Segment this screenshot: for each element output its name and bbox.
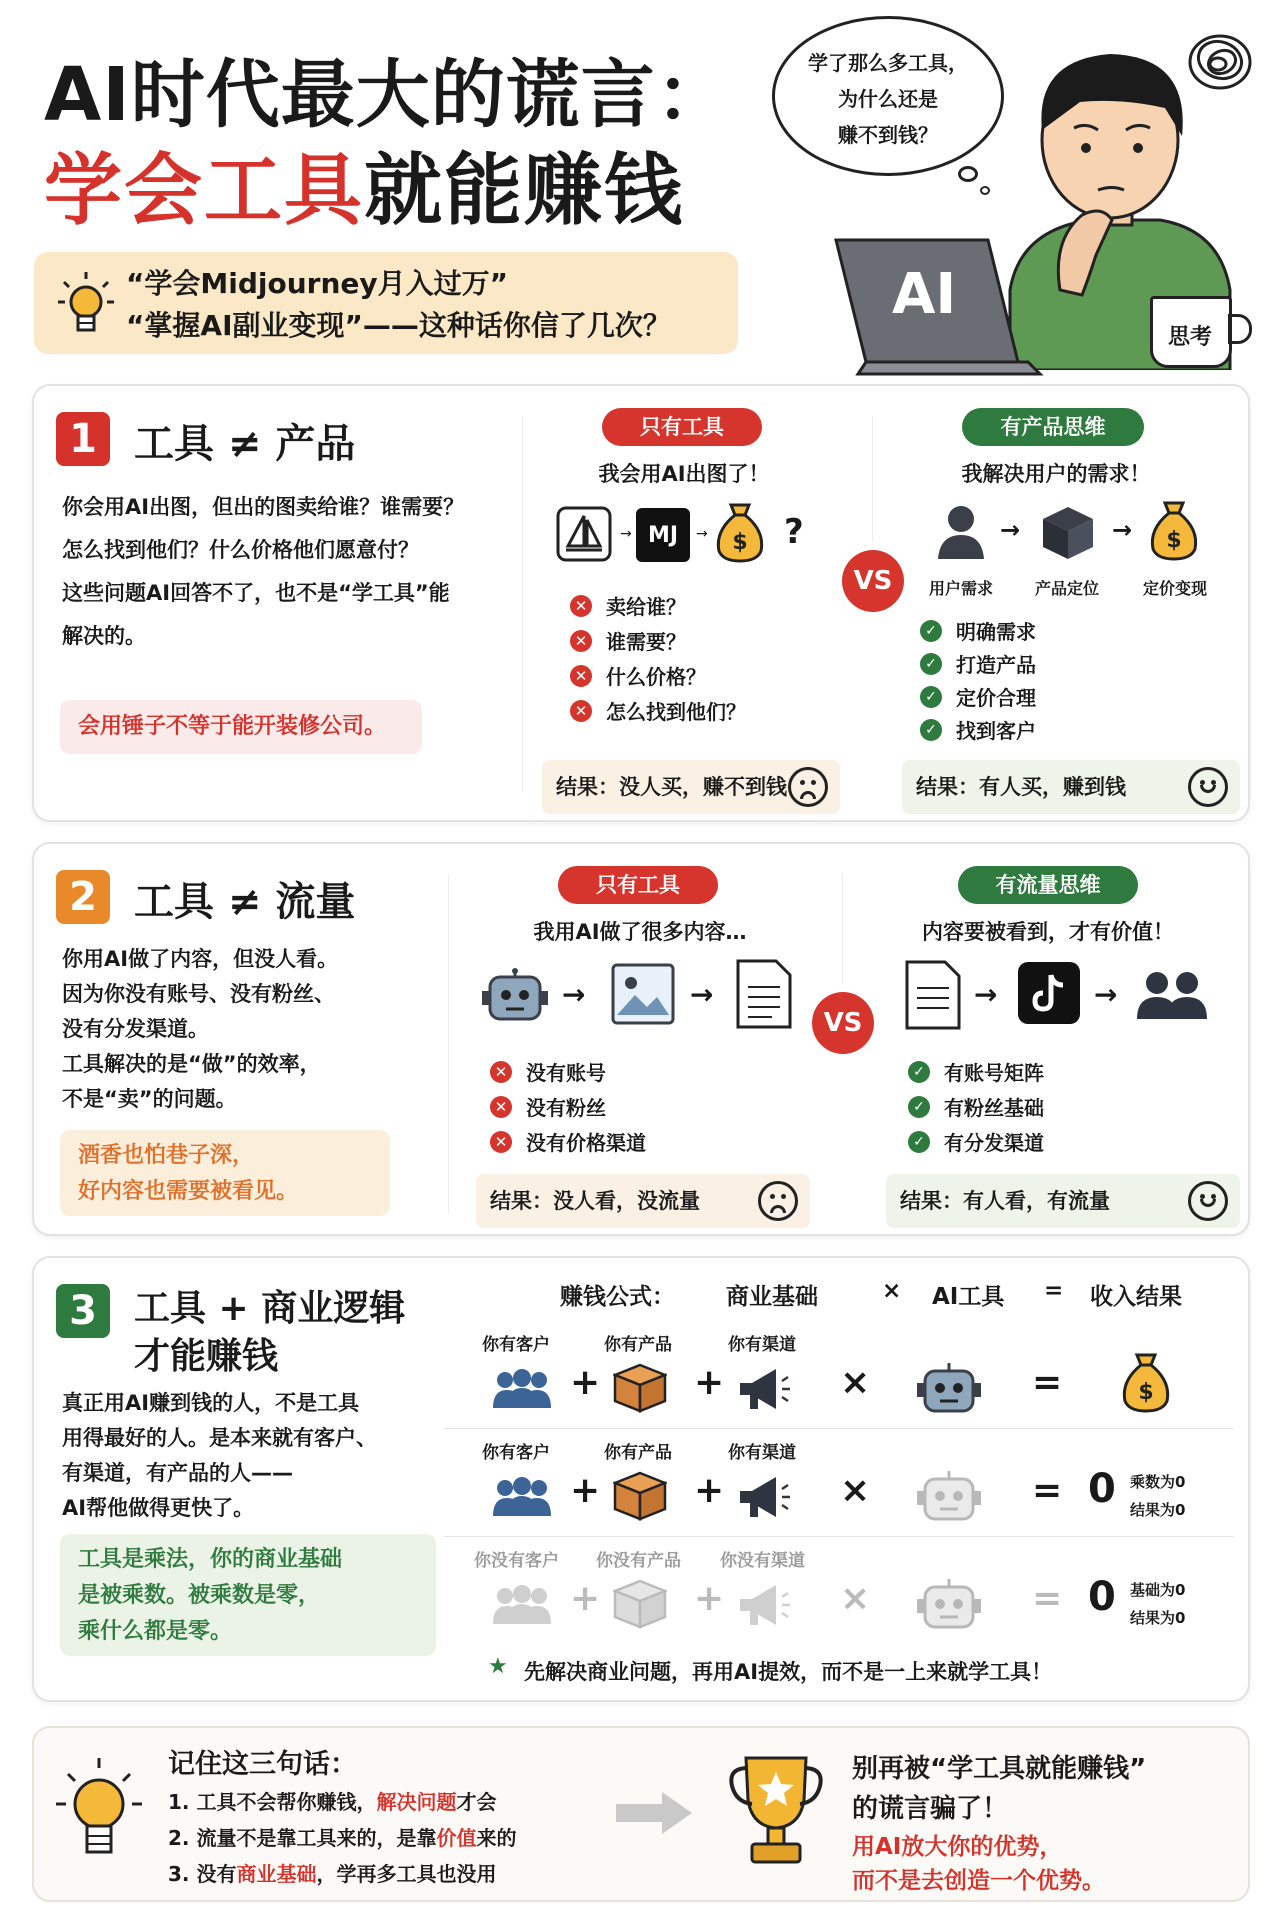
icon-label: 定价变现 <box>1142 579 1207 598</box>
money-bag-icon <box>710 500 770 564</box>
times-sign: × <box>840 1362 871 1403</box>
plus-sign: + <box>694 1578 725 1619</box>
s3-note-line: 乘什么都是零。 <box>78 1619 233 1644</box>
plus-sign: + <box>570 1362 601 1403</box>
arrow-icon: → <box>1000 516 1021 544</box>
section3-title-2: 才能赚钱 <box>134 1336 279 1377</box>
list-item: ✓ 有粉丝基础 <box>908 1089 1044 1124</box>
section2-card <box>32 842 1250 1236</box>
summary-right-1: 别再被“学工具就能赚钱” <box>852 1754 1147 1784</box>
s1-left-pill: 只有工具 <box>602 408 762 446</box>
row-label: 你没有客户 <box>474 1551 559 1571</box>
s1-body-line: 解决的。 <box>62 624 146 648</box>
list-item: ✓ 找到客户 <box>920 713 1036 746</box>
document-icon <box>734 958 794 1030</box>
list-item: ✓ 定价合理 <box>920 680 1036 713</box>
s1-right-result: 结果：有人买，赚到钱 <box>902 760 1240 814</box>
result-zero: 0 <box>1088 1574 1116 1620</box>
zero-note: 基础为0 结果为0 <box>1130 1581 1186 1627</box>
sailboat-icon <box>554 504 614 564</box>
s3-note-line: 工具是乘法，你的商业基础 <box>78 1547 343 1572</box>
box-icon-faded <box>612 1578 668 1630</box>
s2-left-list <box>490 1054 646 1159</box>
s1-right-list <box>920 614 1036 746</box>
sad-face-icon <box>788 767 828 807</box>
formula-times: × <box>882 1278 902 1304</box>
row-label: 你没有产品 <box>596 1551 681 1571</box>
s2-left-result: 结果：没人看，没流量 <box>476 1174 810 1228</box>
question-mark: ? <box>784 512 804 552</box>
result-zero: 0 <box>1088 1466 1116 1512</box>
section3-card <box>32 1256 1250 1702</box>
section3-number: 3 <box>56 1284 110 1338</box>
s1-right-pill: 有产品思维 <box>962 408 1144 446</box>
arrow-icon <box>614 1788 694 1842</box>
s1-body-line: 你会用AI出图，但出的图卖给谁？谁需要？ <box>62 495 465 519</box>
title-red: 学会工具 <box>44 146 365 236</box>
plus-sign: + <box>694 1470 725 1511</box>
laptop-label: AI <box>892 262 957 327</box>
list-item: ✕ 没有账号 <box>490 1054 646 1089</box>
s1-left-list <box>570 588 746 728</box>
plus-sign: + <box>570 1470 601 1511</box>
times-sign: × <box>840 1470 871 1511</box>
s2-body-line: 因为你没有账号、没有粉丝、 <box>62 982 335 1006</box>
robot-icon <box>914 1360 984 1416</box>
summary-right-3: 用AI放大你的优势， <box>852 1834 1063 1860</box>
bubble-line3: 赚不到钱？ <box>838 123 938 147</box>
group-icon-faded <box>490 1582 554 1628</box>
list-item: ✓ 明确需求 <box>920 614 1036 647</box>
s2-right-result: 结果：有人看，有流量 <box>886 1174 1240 1228</box>
section3-note <box>60 1534 436 1656</box>
row-label: 你没有渠道 <box>720 1551 805 1571</box>
summary-heading: 记住这三句话： <box>168 1749 357 1780</box>
icon-label: 产品定位 <box>1034 579 1099 598</box>
row-label: 你有产品 <box>604 1335 672 1355</box>
tiktok-icon <box>1018 962 1080 1024</box>
section3-body <box>62 1386 377 1526</box>
equals-sign: = <box>1032 1578 1063 1619</box>
s3-body-line: 用得最好的人。是本来就有客户、 <box>62 1426 377 1450</box>
bubble-line2: 为什么还是 <box>838 87 938 111</box>
image-icon <box>610 962 676 1026</box>
times-sign: × <box>840 1578 871 1619</box>
plus-sign: + <box>570 1578 601 1619</box>
section1-title: 工具 ≠ 产品 <box>134 421 356 467</box>
arrow-icon: → <box>1112 516 1133 544</box>
row-label: 你有客户 <box>482 1335 550 1355</box>
vs-badge: VS <box>842 550 904 612</box>
title-line1: AI时代最大的谎言： <box>44 52 731 138</box>
box-icon <box>612 1470 668 1522</box>
s2-left-pill: 只有工具 <box>558 866 718 904</box>
mug-label: 思考 <box>1168 325 1213 350</box>
equals-sign: = <box>1032 1362 1063 1403</box>
list-item: ✓ 有分发渠道 <box>908 1124 1044 1159</box>
s3-note-line: 是被乘数。被乘数是零， <box>78 1583 321 1608</box>
formula-b: AI工具 <box>932 1284 1005 1310</box>
intro-quote-2: “掌握AI副业变现”——这种话你信了几次？ <box>126 309 671 342</box>
s1-body-line: 这些问题AI回答不了，也不是“学工具”能 <box>62 581 450 605</box>
box-icon <box>612 1362 668 1414</box>
section1-number: 1 <box>56 412 110 466</box>
section2-note <box>60 1130 390 1216</box>
arrow-icon: → <box>690 978 714 1011</box>
vs-badge: VS <box>812 992 874 1054</box>
plus-sign: + <box>694 1362 725 1403</box>
star-icon: ★ <box>488 1654 508 1679</box>
s2-body-line: 工具解决的是“做”的效率， <box>62 1052 321 1076</box>
section1-note: 会用锤子不等于能开装修公司。 <box>60 700 422 754</box>
robot-icon-faded <box>914 1576 984 1632</box>
arrow-icon: → <box>974 978 998 1011</box>
s1-left-sub: 我会用AI出图了！ <box>598 462 770 486</box>
row-label: 你有渠道 <box>728 1335 796 1355</box>
arrow-icon: → <box>696 526 708 542</box>
s2-note-line: 酒香也怕巷子深， <box>78 1143 255 1168</box>
intro-quote-box <box>34 252 738 354</box>
s1-body-line: 怎么找到他们？什么价格他们愿意付？ <box>62 538 419 562</box>
s2-right-pill: 有流量思维 <box>958 866 1138 904</box>
row-label: 你有客户 <box>482 1443 550 1463</box>
summary-line-3: 3. 没有商业基础，学再多工具也没用 <box>168 1862 497 1886</box>
row-label: 你有渠道 <box>728 1443 796 1463</box>
summary-right-4: 而不是去创造一个优势。 <box>852 1868 1105 1894</box>
trophy-icon <box>726 1750 826 1874</box>
s3-body-line: AI帮他做得更快了。 <box>62 1496 255 1520</box>
document-icon <box>904 960 962 1030</box>
robot-icon <box>480 966 550 1026</box>
mj-icon: MJ <box>636 508 690 562</box>
section1-body <box>62 486 464 658</box>
money-bag-symbol: $ <box>1138 1380 1154 1405</box>
s3-body-line: 有渠道，有产品的人—— <box>62 1461 293 1485</box>
title-black: 就能赚钱 <box>364 146 685 236</box>
lightbulb-icon <box>54 1756 144 1870</box>
summary-box <box>32 1726 1250 1902</box>
s2-note-line: 好内容也需要被看见。 <box>78 1179 299 1204</box>
group-icon <box>490 1474 554 1520</box>
sad-face-icon <box>758 1181 798 1221</box>
formula-eq: = <box>1044 1278 1064 1304</box>
section2-title: 工具 ≠ 流量 <box>134 879 356 925</box>
money-bag-icon <box>1116 1350 1176 1414</box>
section3-title-1: 工具 + 商业逻辑 <box>134 1288 406 1329</box>
section2-body <box>62 942 338 1117</box>
section1-card <box>32 384 1250 822</box>
list-item: ✕ 怎么找到他们？ <box>570 693 746 728</box>
bubble-line1: 学了那么多工具， <box>808 51 968 75</box>
list-item: ✓ 有账号矩阵 <box>908 1054 1044 1089</box>
arrow-icon: → <box>562 978 586 1011</box>
formula-c: 收入结果 <box>1090 1284 1182 1310</box>
list-item: ✕ 什么价格？ <box>570 658 746 693</box>
equals-sign: = <box>1032 1470 1063 1511</box>
summary-line-1: 1. 工具不会帮你赚钱，解决问题才会 <box>168 1790 497 1814</box>
s2-body-line: 你用AI做了内容，但没人看。 <box>62 947 339 971</box>
megaphone-icon-faded <box>736 1580 792 1630</box>
s2-right-list <box>908 1054 1044 1159</box>
list-item: ✕ 卖给谁？ <box>570 588 746 623</box>
list-item: ✕ 没有粉丝 <box>490 1089 646 1124</box>
megaphone-icon <box>736 1364 792 1414</box>
svg-text:$: $ <box>1166 528 1182 553</box>
s2-right-sub: 内容要被看到，才有价值！ <box>922 920 1174 944</box>
person-icon <box>934 502 988 562</box>
box-icon <box>1038 502 1098 562</box>
row-label: 你有产品 <box>604 1443 672 1463</box>
group-icon <box>490 1366 554 1412</box>
formula-a: 商业基础 <box>726 1284 818 1310</box>
list-item: ✕ 没有价格渠道 <box>490 1124 646 1159</box>
summary-right-2: 的谎言骗了！ <box>852 1794 1009 1824</box>
section3-footer: 先解决商业问题，再用AI提效，而不是一上来就学工具！ <box>524 1660 1053 1684</box>
formula-label: 赚钱公式： <box>560 1284 675 1310</box>
happy-face-icon <box>1188 767 1228 807</box>
summary-line-2: 2. 流量不是靠工具来的，是靠价值来的 <box>168 1826 517 1850</box>
group-icon <box>1134 968 1210 1022</box>
zero-note: 乘数为0 结果为0 <box>1130 1473 1186 1519</box>
s3-body-line: 真正用AI赚到钱的人，不是工具 <box>62 1391 360 1415</box>
s2-body-line: 不是“卖”的问题。 <box>62 1087 237 1111</box>
arrow-icon: → <box>1094 978 1118 1011</box>
happy-face-icon <box>1188 1181 1228 1221</box>
s2-left-sub: 我用AI做了很多内容… <box>533 920 747 944</box>
intro-quote-1: “学会Midjourney月入过万” <box>126 267 509 300</box>
list-item: ✕ 谁需要？ <box>570 623 746 658</box>
s1-left-result: 结果：没人买，赚不到钱 <box>542 760 840 814</box>
list-item: ✓ 打造产品 <box>920 647 1036 680</box>
svg-text:$: $ <box>732 530 748 555</box>
robot-icon-faded <box>914 1468 984 1524</box>
megaphone-icon <box>736 1472 792 1522</box>
icon-label: 用户需求 <box>928 579 993 598</box>
lightbulb-icon <box>56 270 116 344</box>
title-line2 <box>44 128 684 240</box>
money-bag-icon <box>1144 498 1204 562</box>
s2-body-line: 没有分发渠道。 <box>62 1017 209 1041</box>
s1-right-sub: 我解决用户的需求！ <box>961 462 1151 486</box>
arrow-icon: → <box>620 526 632 542</box>
section2-number: 2 <box>56 870 110 924</box>
